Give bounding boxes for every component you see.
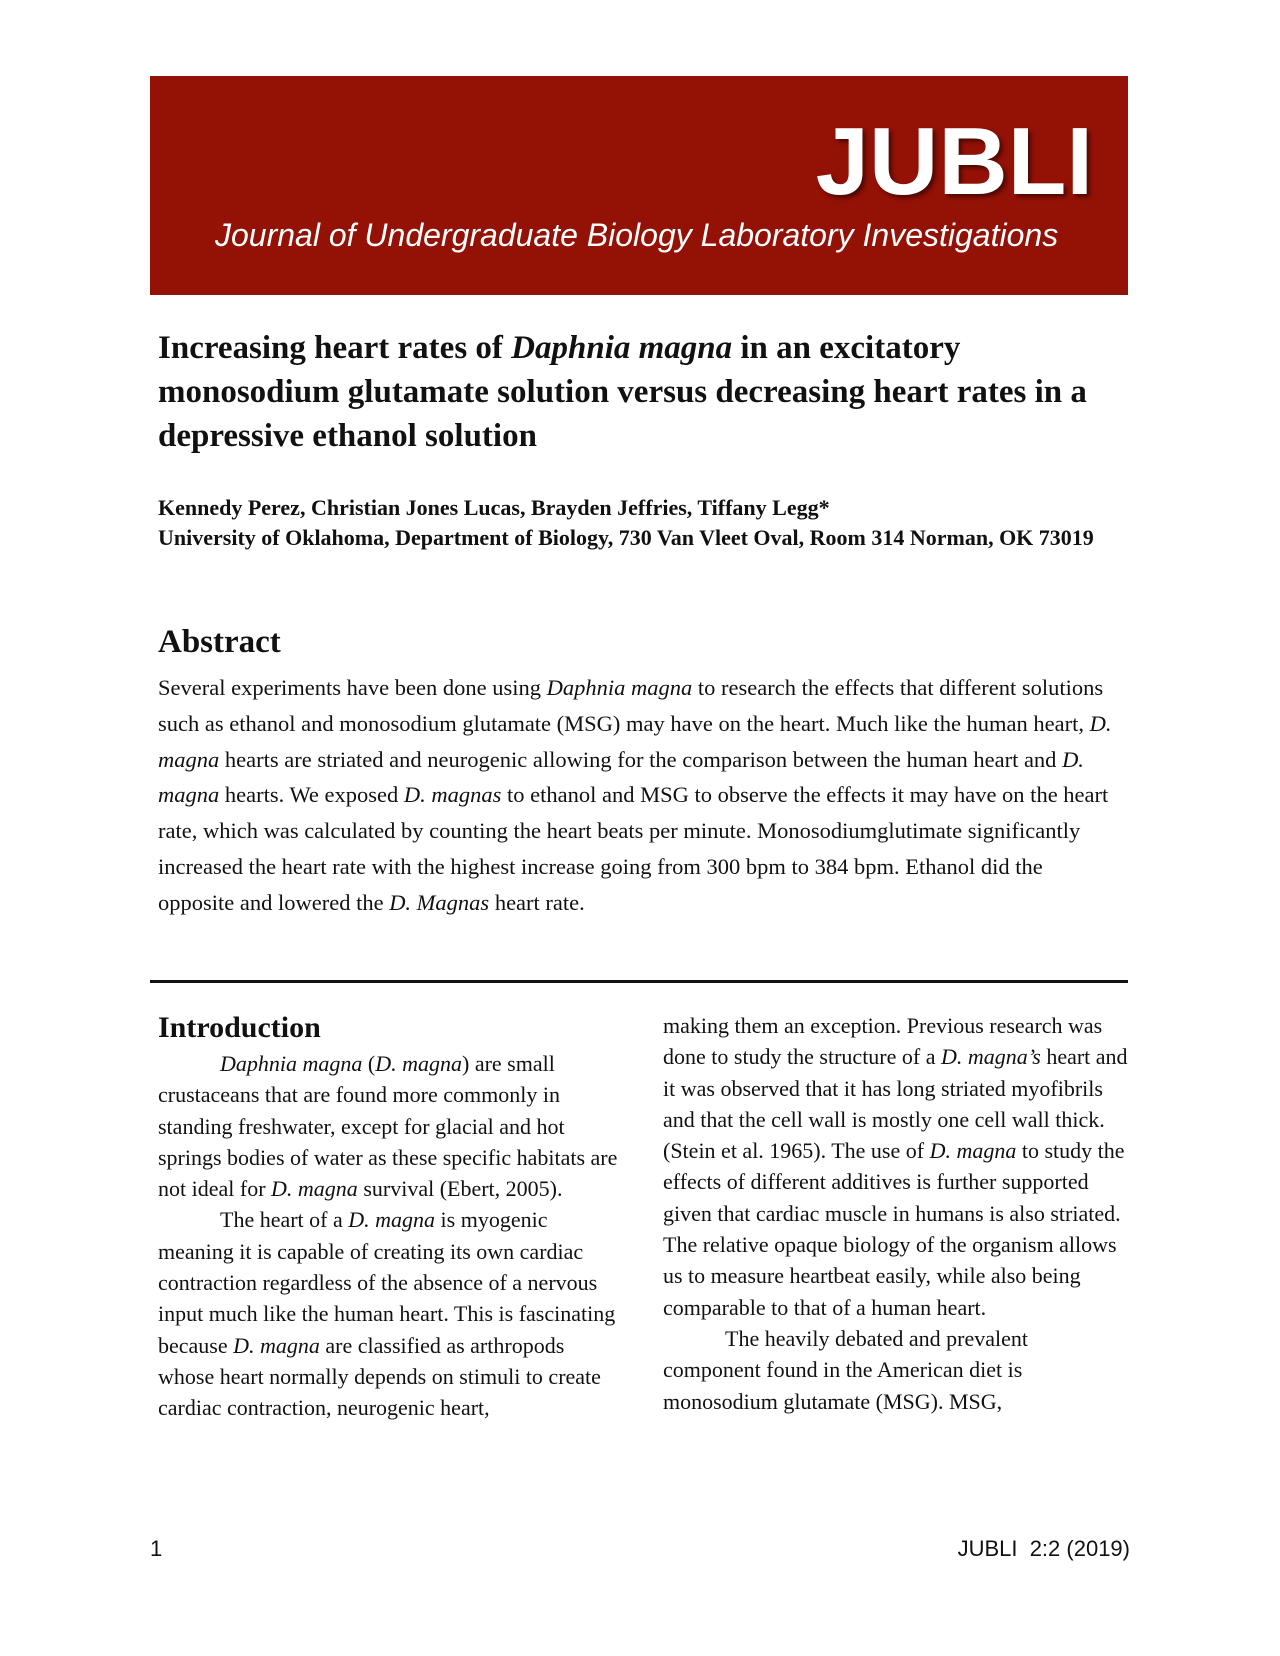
abstract-text: Several experiments have been done using Daphnia magna to research the effects that different solutions such as ethanol and monosodium glutamate (MSG) may have on the heart. Much like the human heart, D. magna hearts are striated and neurogenic allowing for the comparison between the human heart and D. magna hearts. We exposed D. magnas to ethanol and MSG to observe the effects it may have on the heart rate, which was calculated by counting the heart beats per minute. Monosodiumglutimate significantly increased the heart rate with the highest increase going from 300 bpm to 384 bpm. Ethanol did the opposite and lowered the D. Magnas heart rate. [158, 675, 1112, 915]
section-divider [150, 980, 1128, 983]
column-right [663, 1010, 1128, 1417]
intro-paragraph-2: The heart of a D. magna is myogenic meaning it is capable of creating its own cardiac contraction regardless of the absence of a nervous input much like the human heart. This is fascinating because D. magna are classified as arthropods whose heart normally depends on stimuli to create cardiac contraction, neurogenic heart, [158, 1207, 616, 1421]
page-number: 1 [150, 1536, 163, 1561]
author-list: Kennedy Perez, Christian Jones Lucas, Brayden Jeffries, Tiffany Legg* [158, 495, 830, 520]
column-left [158, 1010, 618, 1424]
intro-paragraph-3: The heavily debated and prevalent component found in the American diet is monosodium glutamate (MSG). MSG, [663, 1325, 1028, 1414]
article-title: Increasing heart rates of Daphnia magna in an excitatory monosodium glutamate solution versus decreasing heart rates in a depressive ethanol solution [158, 330, 1087, 454]
introduction-heading: Introduction [158, 1011, 321, 1044]
intro-paragraph-1: Daphnia magna (D. magna) are small crustaceans that are found more commonly in standing freshwater, except for glacial and hot springs bodies of water as these specific habitats are not ideal for D. magna survival (Ebert, 2005). [158, 1051, 618, 1202]
journal-full-name: Journal of Undergraduate Biology Laboratory Investigations [215, 217, 1059, 253]
intro-paragraph-2-continued: making them an exception. Previous research was done to study the structure of a D. magna’s heart and it was observed that it has long striated myofibrils and that the cell wall is mostly one cell wall thick. (Stein et al. 1965). The use of D. magna to study the effects of different additives is further supported given that cardiac muscle in humans is also striated. The relative opaque biology of the organism allows us to measure heartbeat easily, while also being comparable to that of a human heart. [663, 1013, 1128, 1320]
journal-banner [150, 76, 1128, 295]
author-block [158, 493, 1118, 553]
journal-logo-text: JUBLI [815, 108, 1093, 215]
journal-reference: JUBLI 2:2 (2019) [957, 1536, 1130, 1561]
abstract-heading: Abstract [158, 624, 281, 660]
affiliation: University of Oklahoma, Department of Biology, 730 Van Vleet Oval, Room 314 Norman, OK 73019 [158, 525, 1094, 550]
